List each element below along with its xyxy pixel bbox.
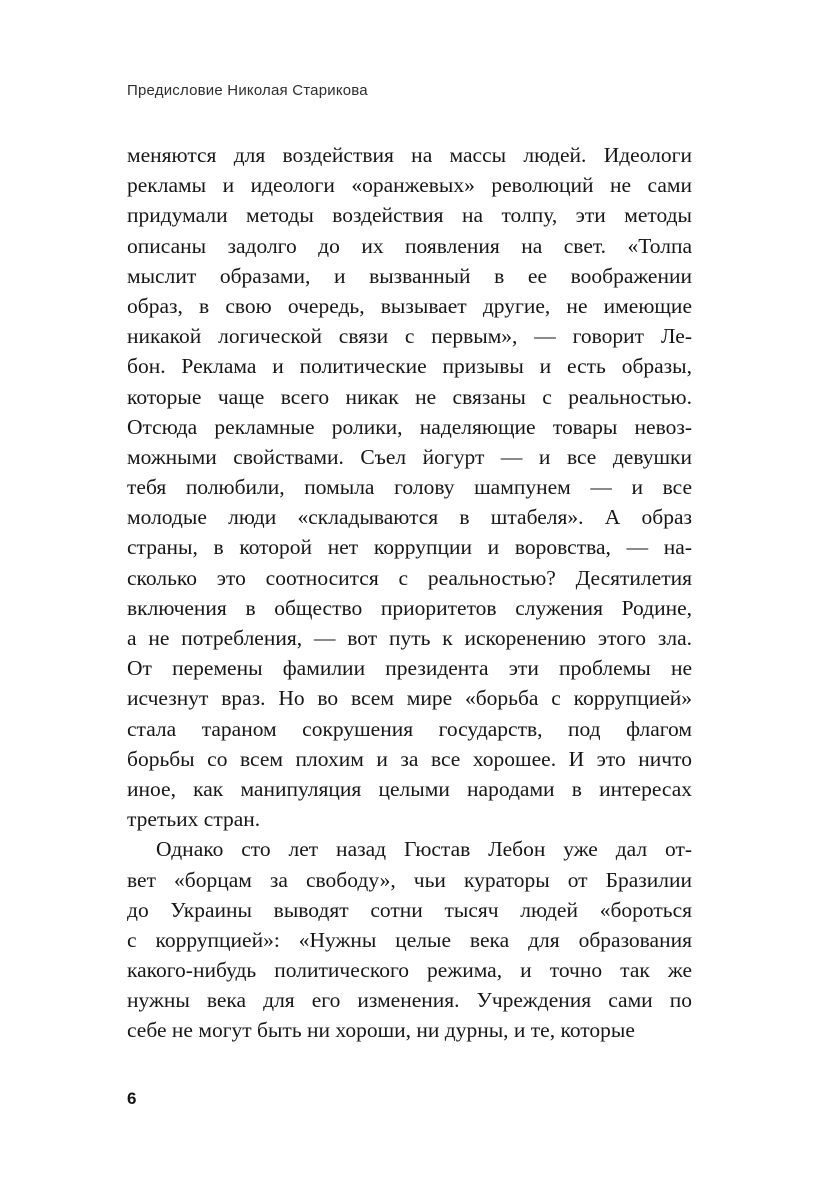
text-line: меняются для воздействия на массы людей. Идеологи xyxy=(127,143,692,167)
text-line: тебя полюбили, помыла голову шампунем — и все xyxy=(127,475,692,500)
text-line: можными свойствами. Съел йогурт — и все девушки xyxy=(127,444,692,469)
text-line: Однако сто лет назад Гюстав Лебон уже дал от- xyxy=(156,837,692,862)
text-line: какого-нибудь политического режима, и точно так же xyxy=(127,958,692,983)
running-header: Предисловие Николая Старикова xyxy=(127,82,368,99)
text-line: иное, как манипуляция целыми народами в интересах xyxy=(127,776,692,801)
text-line: рекламы и идеологи «оранжевых» революций не сами xyxy=(127,173,692,198)
text-line: борьбы со всем плохим и за все хорошее. И это ничто xyxy=(127,746,692,771)
text-line: бон. Реклама и политические призывы и есть образы, xyxy=(127,354,692,379)
text-line: которые чаще всего никак не связаны с реальностью. xyxy=(127,384,692,409)
paragraph xyxy=(127,140,692,834)
paragraph xyxy=(127,834,692,1045)
page-number: 6 xyxy=(127,1089,137,1108)
text-line: страны, в которой нет коррупции и воровства, — на- xyxy=(127,535,692,560)
text-line: Отсюда рекламные ролики, наделяющие товары невоз- xyxy=(127,414,692,439)
text-line: От перемены фамилии президента эти проблемы не xyxy=(127,656,692,681)
text-line: образ, в свою очередь, вызывает другие, не имеющие xyxy=(127,293,692,318)
text-line: никакой логической связи с первым», — говорит Ле- xyxy=(127,324,692,349)
text-line: придумали методы воздействия на толпу, эти методы xyxy=(127,203,692,228)
text-line: мыслит образами, и вызванный в ее воображении xyxy=(127,263,692,288)
text-line: сколько это соотносится с реальностью? Десятилетия xyxy=(127,565,692,590)
text-line: а не потребления, — вот путь к искоренению этого зла. xyxy=(127,626,692,650)
text-line: себе не могут быть ни хороши, ни дурны, и те, которые xyxy=(127,1018,635,1043)
text-line: третьих стран. xyxy=(127,807,261,832)
text-line: нужны века для его изменения. Учреждения сами по xyxy=(127,988,692,1013)
text-line: исчезнут враз. Но во всем мире «борьба с коррупцией» xyxy=(127,686,692,711)
text-line: описаны задолго до их появления на свет. «Толпа xyxy=(127,233,692,258)
text-line: с коррупцией»: «Нужны целые века для образования xyxy=(127,927,692,952)
body-text xyxy=(127,140,692,1046)
text-line: стала тараном сокрушения государств, под флагом xyxy=(127,716,692,741)
text-line: молодые люди «складываются в штабеля». А образ xyxy=(127,505,692,530)
text-line: включения в общество приоритетов служения Родине, xyxy=(127,595,692,620)
text-line: вет «борцам за свободу», чьи кураторы от Бразилии xyxy=(127,867,692,892)
text-line: до Украины выводят сотни тысяч людей «бороться xyxy=(127,897,692,922)
